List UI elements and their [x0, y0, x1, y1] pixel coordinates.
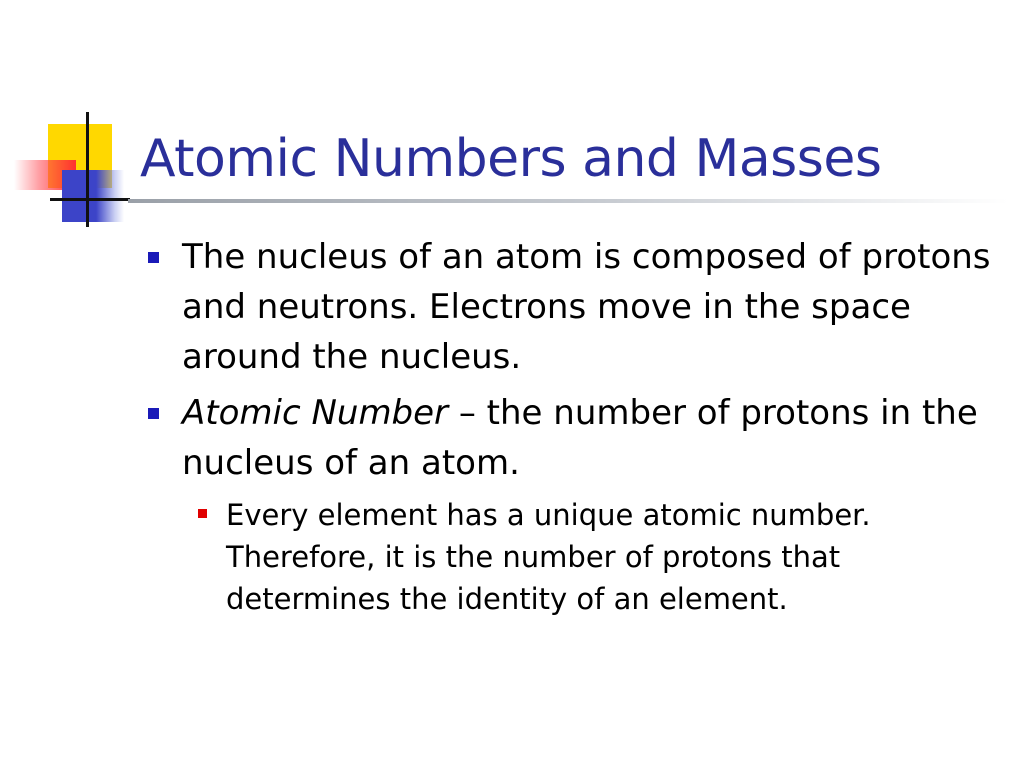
- slide-title: Atomic Numbers and Masses: [140, 129, 882, 189]
- logo-vertical-line: [86, 112, 89, 227]
- bullet-text: The nucleus of an atom is composed of protons and neutrons. Electrons move in the space around the nucleus.: [182, 237, 991, 377]
- square-bullet-icon: [148, 252, 159, 263]
- sub-bullet-text: Every element has a unique atomic number. Therefore, it is the number of protons that determines the identity of an element.: [226, 498, 871, 616]
- sub-bullet-item-unique-number: [146, 494, 1006, 620]
- bullet-text: – the number of protons in the nucleus of an atom.: [182, 393, 978, 483]
- bullet-item-atomic-number: [146, 388, 1006, 488]
- bullet-item-nucleus: [146, 232, 1006, 382]
- logo-horizontal-line: [50, 198, 130, 201]
- decorative-logo-squares: [0, 0, 150, 240]
- square-sub-bullet-icon: [198, 509, 207, 518]
- logo-blue-square: [62, 170, 124, 222]
- title-underline-rule: [128, 199, 1008, 203]
- square-bullet-icon: [148, 408, 159, 419]
- bullet-term: Atomic Number: [182, 393, 449, 433]
- bullet-list: [146, 232, 1006, 620]
